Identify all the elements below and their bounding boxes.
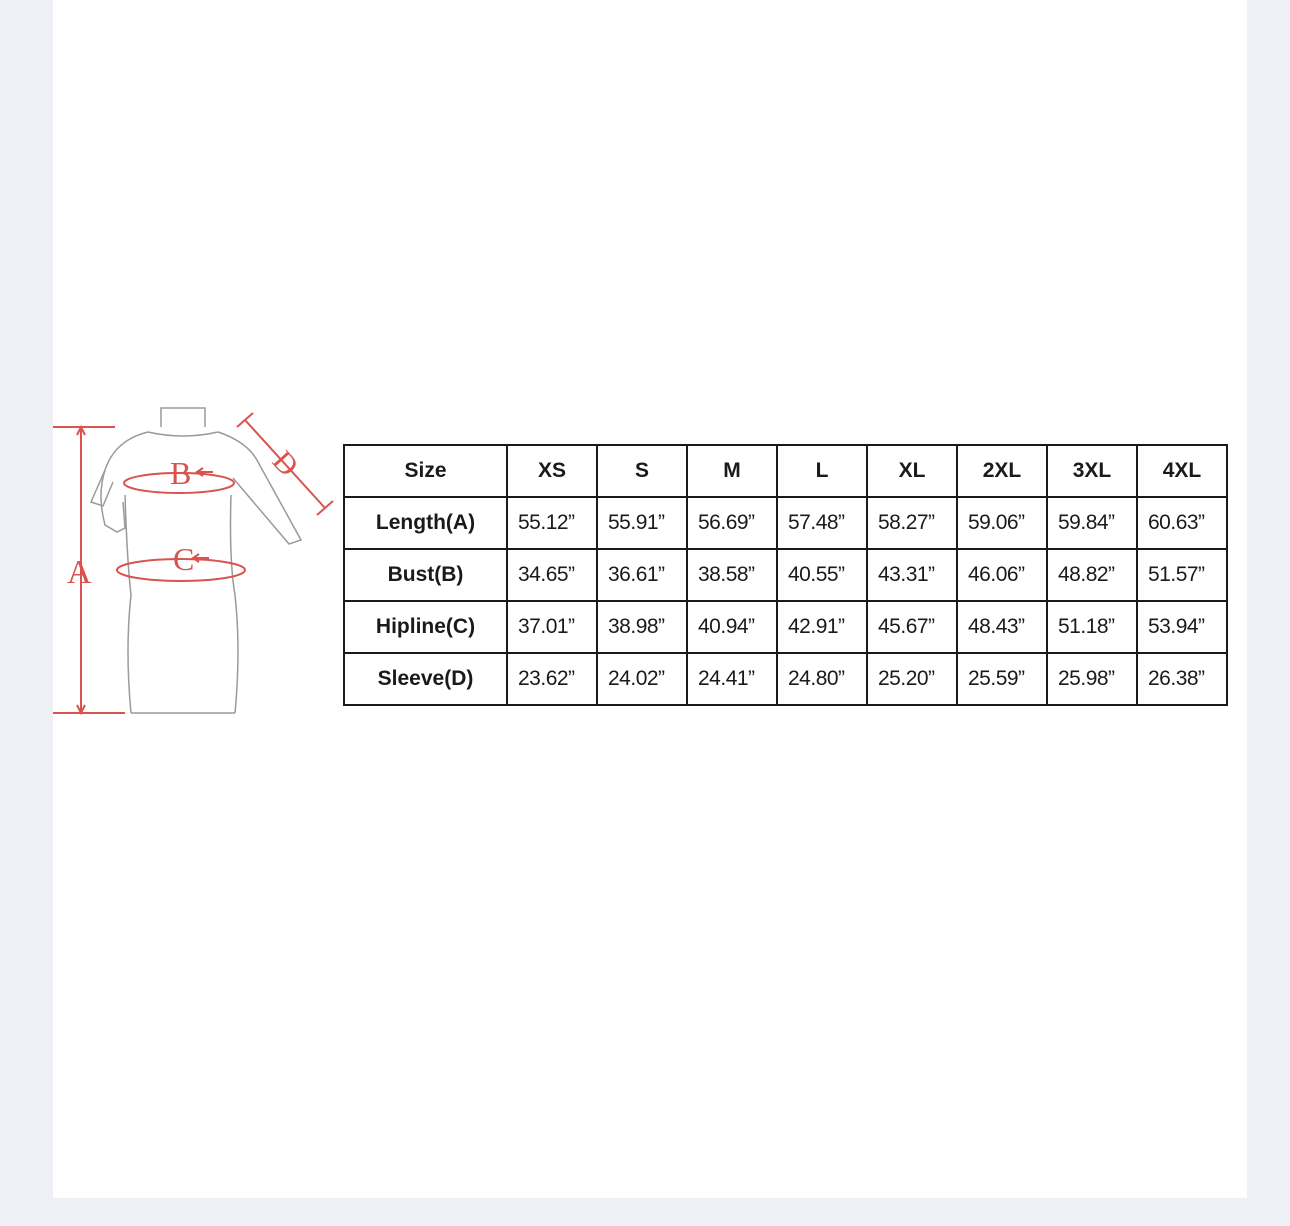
measurement-cell: 24.02” (597, 653, 687, 705)
measurement-cell: 25.59” (957, 653, 1047, 705)
measurement-cell: 25.98” (1047, 653, 1137, 705)
measurement-cell: 58.27” (867, 497, 957, 549)
measurement-cell: 40.94” (687, 601, 777, 653)
measurement-cell: 34.65” (507, 549, 597, 601)
measurement-cell: 24.80” (777, 653, 867, 705)
measurement-cell: 56.69” (687, 497, 777, 549)
row-label: Bust(B) (344, 549, 507, 601)
size-column-header: L (777, 445, 867, 497)
measurement-cell: 51.18” (1047, 601, 1137, 653)
measurement-cell: 40.55” (777, 549, 867, 601)
measurement-cell: 60.63” (1137, 497, 1227, 549)
measurement-cell: 38.58” (687, 549, 777, 601)
size-column-header: 3XL (1047, 445, 1137, 497)
measurement-cell: 55.12” (507, 497, 597, 549)
dress-measurement-diagram (53, 400, 343, 730)
row-label: Length(A) (344, 497, 507, 549)
row-label: Hipline(C) (344, 601, 507, 653)
table-row-hipline (344, 601, 1227, 653)
measurement-cell: 59.84” (1047, 497, 1137, 549)
size-header-label: Size (344, 445, 507, 497)
size-column-header: 2XL (957, 445, 1047, 497)
size-chart-table (343, 444, 1228, 706)
measurement-cell: 38.98” (597, 601, 687, 653)
measurement-cell: 59.06” (957, 497, 1047, 549)
hipline-label: C (173, 541, 195, 577)
table-row-sleeve (344, 653, 1227, 705)
measurement-cell: 48.82” (1047, 549, 1137, 601)
size-column-header: M (687, 445, 777, 497)
measurement-cell: 57.48” (777, 497, 867, 549)
measurement-cell: 25.20” (867, 653, 957, 705)
size-column-header: S (597, 445, 687, 497)
row-label: Sleeve(D) (344, 653, 507, 705)
measurement-cell: 37.01” (507, 601, 597, 653)
measurement-cell: 53.94” (1137, 601, 1227, 653)
measurement-cell: 46.06” (957, 549, 1047, 601)
measurement-cell: 26.38” (1137, 653, 1227, 705)
measurement-cell: 48.43” (957, 601, 1047, 653)
size-column-header: XL (867, 445, 957, 497)
measurement-cell: 43.31” (867, 549, 957, 601)
measurement-cell: 55.91” (597, 497, 687, 549)
measurement-cell: 23.62” (507, 653, 597, 705)
measurement-cell: 51.57” (1137, 549, 1227, 601)
measurement-cell: 36.61” (597, 549, 687, 601)
bust-label: B (170, 455, 192, 491)
size-column-header: XS (507, 445, 597, 497)
measurement-cell: 42.91” (777, 601, 867, 653)
length-label: A (67, 554, 92, 591)
measurement-cell: 45.67” (867, 601, 957, 653)
table-row-bust (344, 549, 1227, 601)
sleeve-label: D (265, 444, 305, 483)
size-column-header: 4XL (1137, 445, 1227, 497)
measurement-cell: 24.41” (687, 653, 777, 705)
size-header-row (344, 445, 1227, 497)
table-row-length (344, 497, 1227, 549)
dress-diagram-svg (53, 400, 343, 730)
